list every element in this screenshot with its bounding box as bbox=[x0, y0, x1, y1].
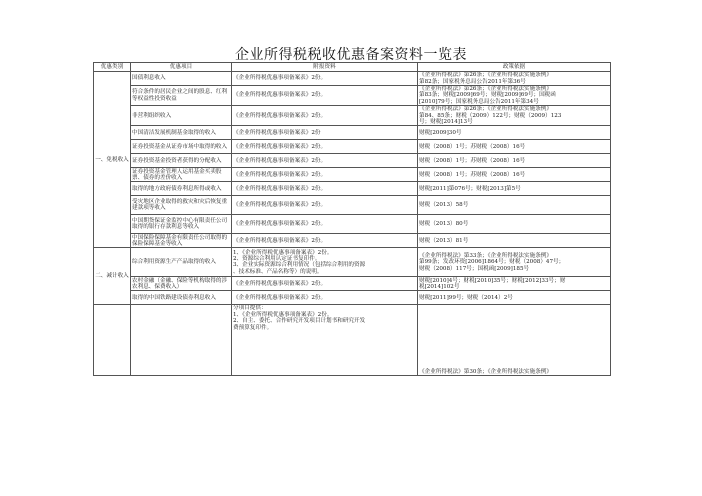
table-row bbox=[94, 86, 611, 106]
basis-cell: 财税（2008）1号；苏财税（2008）16号 bbox=[418, 168, 611, 182]
basis-cell: 《企业所得税法》第30条；《企业所得税法实施条例》 bbox=[418, 305, 611, 376]
table-row bbox=[94, 154, 611, 168]
basis-cell: 财税[2011]第076号；财税[2013]第5号 bbox=[418, 182, 611, 196]
table-row bbox=[94, 140, 611, 154]
item-cell: 取得的地方政府债券利息所得或收入 bbox=[131, 182, 232, 196]
category-exempt-income: 一、免税收入 bbox=[94, 72, 131, 248]
materials-cell: 《企业所得税优惠事项备案表》2份。 bbox=[232, 234, 418, 248]
materials-cell: 1、《企业所得税优惠事项备案表》2份。 2、资源综合利用认定证书复印件。 3、企业实际资源综合利用情况（包括综合利用的资源 、技术标准、产品名称等）的说明。 bbox=[232, 248, 418, 277]
table-row bbox=[94, 305, 611, 376]
basis-cell: 《企业所得税法》第33条；《企业所得税法实施条例》 第99条；发改环资[2006]1864号；财税（2008）47号； 财税（2008）117号；国税函[2009]185号 bbox=[418, 248, 611, 277]
materials-cell: 《企业所得税优惠事项备案表》2份。 bbox=[232, 196, 418, 215]
header-item: 优惠项目 bbox=[131, 63, 232, 72]
page-title: 企业所得税税收优惠备案资料一览表 bbox=[235, 47, 467, 63]
table-row bbox=[94, 196, 611, 215]
item-cell: 国债利息收入 bbox=[131, 72, 232, 86]
materials-cell: 《企业所得税优惠事项备案表》2份。 bbox=[232, 168, 418, 182]
materials-cell: 《企业所得税优惠事项备案表》2份。 bbox=[232, 72, 418, 86]
materials-cell: 《企业所得税优惠事项备案表》2份 bbox=[232, 126, 418, 140]
basis-cell: 财税[2011]99号；财税（2014）2号 bbox=[418, 291, 611, 305]
category-reduced-income: 二、减计收入 bbox=[94, 248, 131, 305]
table-header-row bbox=[94, 63, 611, 72]
item-cell: 中国清洁发展机制基金取得的收入 bbox=[131, 126, 232, 140]
materials-cell: 《企业所得税优惠事项备案表》2份。 bbox=[232, 106, 418, 126]
table-row bbox=[94, 248, 611, 277]
header-materials: 附报资料 bbox=[232, 63, 418, 72]
basis-cell: 财税（2013）81号 bbox=[418, 234, 611, 248]
table-row bbox=[94, 106, 611, 126]
materials-cell: 《企业所得税优惠事项备案表》2份。 bbox=[232, 277, 418, 291]
item-cell: 综合利用资源生产产品取得的收入 bbox=[131, 248, 232, 277]
basis-cell: 《企业所得税法》第26条；《企业所得税法实施条例》 第83条；财税[2009]69号；财税[2009]69号；国税函 [2010]79号；国家税务总局公告2011年第34号 bbox=[418, 86, 611, 106]
table-row bbox=[94, 168, 611, 182]
item-cell: 证券投资基金投资者获得的分配收入 bbox=[131, 154, 232, 168]
item-cell: 取得的中国铁路建设债券利息收入 bbox=[131, 291, 232, 305]
basis-cell: 财税（2008）1号；苏财税（2008）16号 bbox=[418, 154, 611, 168]
materials-cell: 分项目提供： 1、《企业所得税优惠事项备案表》2份。 2、自主、委托、合作研究开发项目计划书和研究开发 费预算复印件。 bbox=[232, 305, 418, 376]
basis-cell: 财税（2013）80号 bbox=[418, 215, 611, 234]
header-basis: 政策依据 bbox=[418, 63, 611, 72]
materials-cell: 《企业所得税优惠事项备案表》2份。 bbox=[232, 86, 418, 106]
basis-cell: 《企业所得税法》第26条；《企业所得税法实施条例》 第82条；国家税务总局公告2011年第36号 bbox=[418, 72, 611, 86]
materials-cell: 《企业所得税优惠事项备案表》2份。 bbox=[232, 182, 418, 196]
materials-cell: 《企业所得税优惠事项备案表》2份。 bbox=[232, 154, 418, 168]
table-row bbox=[94, 72, 611, 86]
item-cell: 中国期货保证金监控中心有限责任公司取得的银行存款利息等收入 bbox=[131, 215, 232, 234]
category-cell bbox=[94, 305, 131, 376]
item-cell: 受灾地区企业取得的救灾和灾后恢复重建款项等收入 bbox=[131, 196, 232, 215]
table-row bbox=[94, 182, 611, 196]
basis-cell: 财税[2010]4号；财税[2010]35号；财税[2012]33号；财 税[2014]102号 bbox=[418, 277, 611, 291]
table-row bbox=[94, 234, 611, 248]
table-row bbox=[94, 126, 611, 140]
header-category: 优惠类别 bbox=[94, 63, 131, 72]
item-cell: 农村金融（金融、保险等机构取得的涉农利息、保费收入） bbox=[131, 277, 232, 291]
item-cell bbox=[131, 305, 232, 376]
item-cell: 非营利组织收入 bbox=[131, 106, 232, 126]
materials-cell: 《企业所得税优惠事项备案表》2份。 bbox=[232, 215, 418, 234]
item-cell: 符合条件的居民企业之间的股息、红利等权益性投资收益 bbox=[131, 86, 232, 106]
basis-cell: 财税（2013）58号 bbox=[418, 196, 611, 215]
basis-cell: 《企业所得税法》第26条；《企业所得税法实施条例》 第84、85条；财税（2009）122号；财税（2009）123 号；财税[2014]13号 bbox=[418, 106, 611, 126]
item-cell: 证券投资基金管理人运用基金买卖股票、债券的差价收入 bbox=[131, 168, 232, 182]
basis-cell: 财税[2009]30号 bbox=[418, 126, 611, 140]
table-row bbox=[94, 215, 611, 234]
materials-cell: 《企业所得税优惠事项备案表》2份。 bbox=[232, 291, 418, 305]
item-cell: 中国保险保障基金有限责任公司取得的保险保障基金等收入 bbox=[131, 234, 232, 248]
table-row bbox=[94, 277, 611, 291]
table-row bbox=[94, 291, 611, 305]
preference-table bbox=[93, 62, 610, 376]
materials-cell: 《企业所得税优惠事项备案表》2份。 bbox=[232, 140, 418, 154]
basis-cell: 财税（2008）1号；苏财税（2008）16号 bbox=[418, 140, 611, 154]
item-cell: 证券投资基金从证券市场中取得的收入 bbox=[131, 140, 232, 154]
